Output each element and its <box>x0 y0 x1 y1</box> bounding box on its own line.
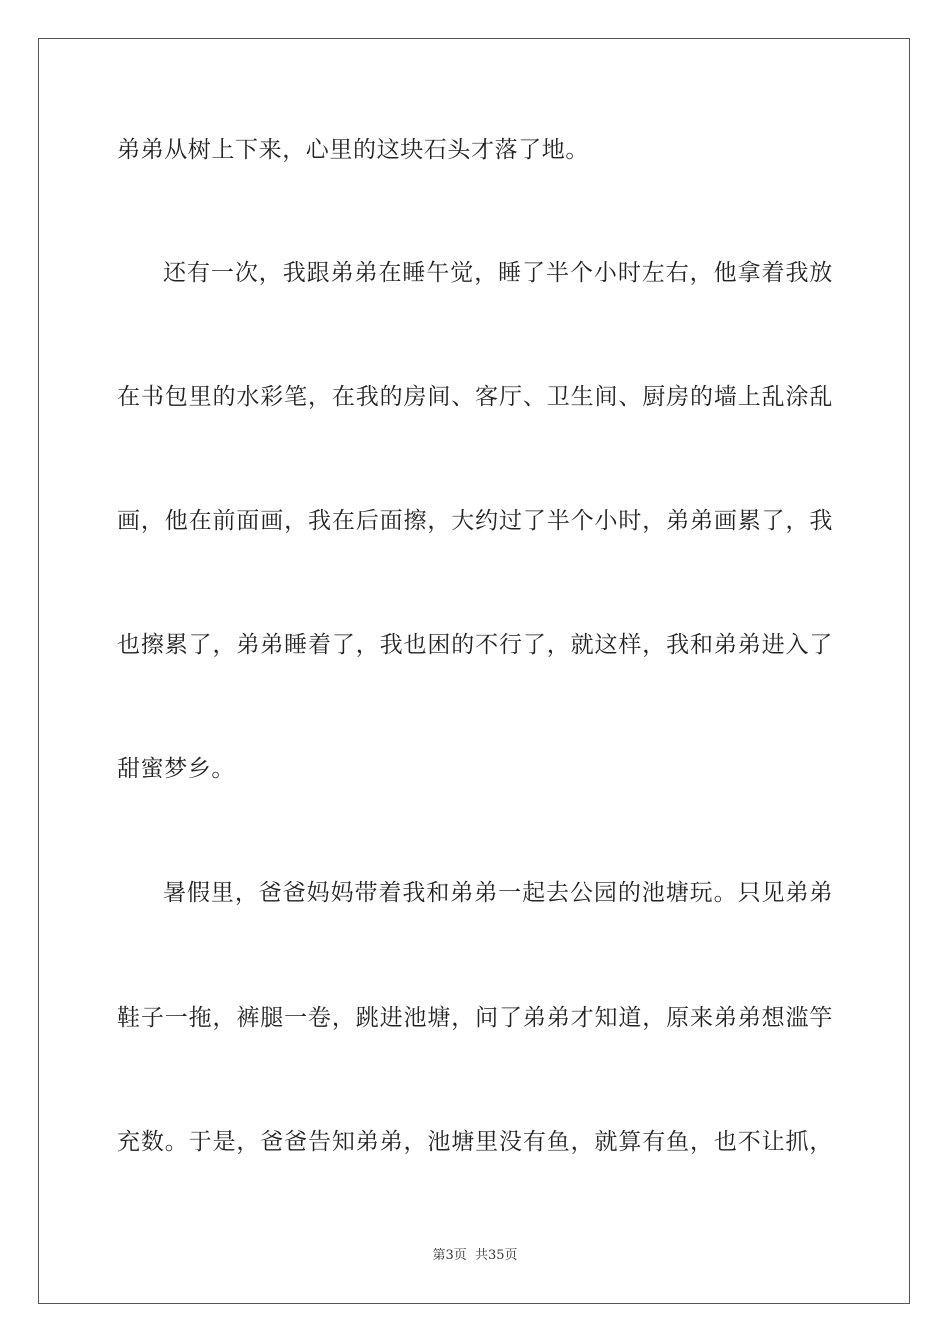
text-line-3: 在书包里的水彩笔，在我的房间、客厅、卫生间、厨房的墙上乱涂乱 <box>117 384 833 410</box>
text-line-1: 弟弟从树上下来，心里的这块石头才落了地。 <box>117 137 589 163</box>
page-footer <box>0 1247 950 1265</box>
page-total: 共35页 <box>474 1248 518 1263</box>
text-line-8: 鞋子一拖，裤腿一卷，跳进池塘，问了弟弟才知道，原来弟弟想滥竽 <box>117 1005 833 1031</box>
text-line-9: 充数。于是，爸爸告知弟弟，池塘里没有鱼，就算有鱼，也不让抓， <box>117 1129 833 1155</box>
text-line-6: 甜蜜梦乡。 <box>117 756 235 782</box>
page-number: 第3页 <box>432 1248 467 1263</box>
page-frame <box>38 38 910 1304</box>
text-line-2: 还有一次，我跟弟弟在睡午觉，睡了半个小时左右，他拿着我放 <box>163 260 833 286</box>
text-line-7: 暑假里，爸爸妈妈带着我和弟弟一起去公园的池塘玩。只见弟弟 <box>163 880 833 906</box>
text-line-5: 也擦累了，弟弟睡着了，我也困的不行了，就这样，我和弟弟进入了 <box>117 632 833 658</box>
text-line-4: 画，他在前面画，我在后面擦，大约过了半个小时，弟弟画累了，我 <box>117 508 833 534</box>
